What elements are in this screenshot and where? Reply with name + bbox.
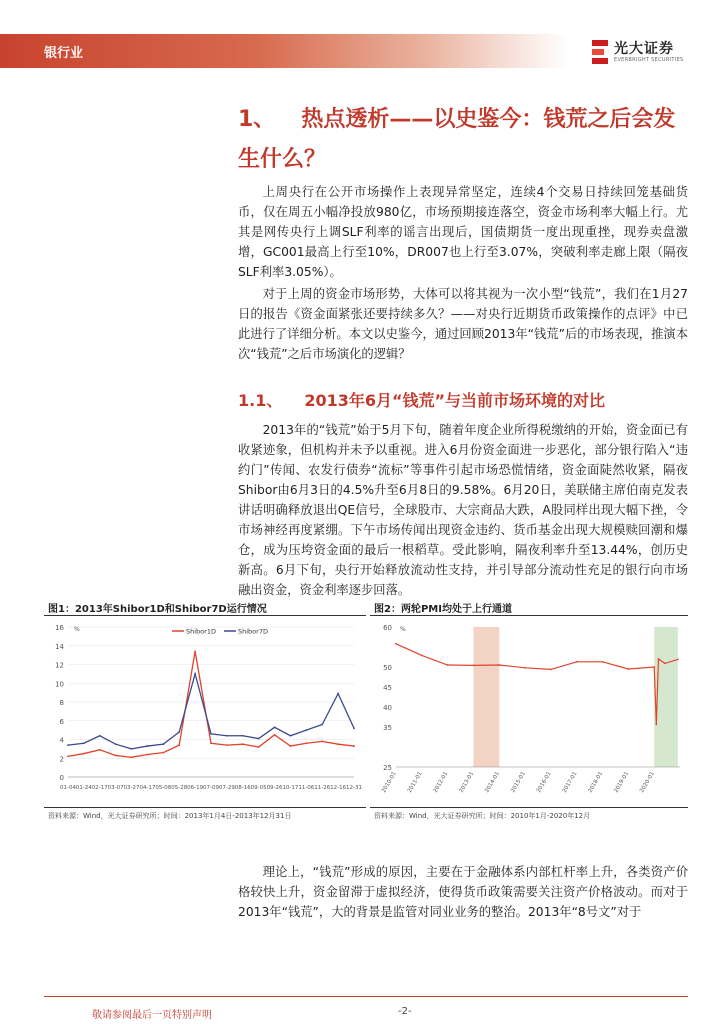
x-tick-label: 04-17 [139, 785, 156, 791]
y-tick-label: 60 [383, 624, 392, 632]
figure1-rule [44, 615, 366, 616]
x-tick-label: 2010-01 [381, 771, 398, 794]
page-number: -2- [398, 1006, 412, 1017]
data-point [473, 665, 475, 667]
data-point [67, 755, 69, 757]
x-tick-label: 2011-01 [406, 771, 424, 794]
data-point [305, 742, 307, 744]
footer-disclaimer[interactable]: 敬请参阅最后一页特别声明 [92, 1010, 212, 1021]
data-point [653, 666, 655, 668]
x-tick-label: 2020-01 [639, 771, 656, 794]
data-point [290, 735, 292, 737]
x-tick-label: 2015-01 [510, 771, 527, 794]
header-bar [0, 34, 568, 68]
y-tick-label: 25 [383, 764, 392, 772]
x-tick-label: 2019-01 [613, 771, 631, 794]
figure2-rule [370, 615, 688, 616]
data-point [655, 723, 657, 725]
figure2-rule-bottom [370, 807, 688, 808]
x-tick-label: 01-24 [75, 785, 92, 791]
y-tick-label: 40 [383, 704, 392, 712]
data-point [83, 742, 85, 744]
data-point [353, 745, 355, 747]
figure2-source: 资料来源：Wind，光大证券研究所；时间：2010年1月-2020年12月 [374, 812, 591, 820]
data-point [337, 743, 339, 745]
data-point [194, 673, 196, 675]
y-tick-label: 35 [383, 724, 392, 732]
x-tick-label: 09-26 [266, 785, 283, 791]
industry-label: 银行业 [44, 46, 84, 61]
y-tick-label: 10 [55, 680, 64, 689]
figure1-chart [44, 617, 366, 805]
section-title: 2013年6月“钱荒”与当前市场环境的对比 [304, 391, 606, 410]
legend-label: Shibor7D [238, 627, 268, 636]
y-tick-label: 0 [59, 774, 64, 782]
section-heading-1-1 [238, 388, 688, 411]
data-point [194, 650, 196, 652]
data-point [115, 743, 117, 745]
y-tick-label: 2 [59, 755, 64, 764]
data-point [147, 754, 149, 756]
x-tick-label: 05-28 [171, 785, 188, 791]
brand-logo [592, 38, 688, 70]
data-point [226, 744, 228, 746]
data-point [99, 735, 101, 737]
data-point [162, 743, 164, 745]
figure2-title: 图2：两轮PMI均处于上行通道 [374, 604, 512, 615]
data-point [447, 664, 449, 666]
y-tick-label: 14 [55, 642, 64, 651]
data-point [178, 731, 180, 733]
figure1-source: 资料来源：Wind，光大证券研究所；时间：2013年1月4日-2013年12月31日 [48, 812, 292, 820]
x-tick-label: 07-09 [203, 785, 219, 791]
data-point [664, 663, 666, 665]
section-number: 1.1、 [238, 391, 283, 410]
x-tick-label: 03-27 [123, 785, 140, 791]
x-tick-label: 2012-01 [432, 771, 450, 794]
y-tick-label: 8 [59, 699, 64, 707]
data-point [290, 745, 292, 747]
y-tick-label: 12 [55, 661, 64, 670]
highlight-band-2013 [473, 627, 499, 767]
x-tick-label: 08-16 [234, 785, 251, 791]
x-tick-label: 2017-01 [561, 771, 579, 794]
x-tick-label: 2016-01 [535, 771, 553, 794]
section-title: 热点透析——以史鉴今：钱荒之后会发生什么？ [238, 107, 676, 172]
y-unit-label: % [74, 626, 80, 633]
data-point [147, 745, 149, 747]
data-point [210, 742, 212, 744]
data-point [67, 744, 69, 746]
brand-name-cn: 光大证券 [614, 41, 674, 57]
data-point [627, 668, 629, 670]
x-tick-label: 01-04 [60, 785, 76, 791]
data-point [274, 726, 276, 728]
x-tick-label: 05-08 [155, 785, 172, 791]
data-point [353, 727, 355, 729]
data-point [242, 735, 244, 737]
data-point [83, 753, 85, 755]
data-point [178, 744, 180, 746]
data-point [242, 743, 244, 745]
data-point [115, 755, 117, 757]
y-tick-label: 50 [383, 664, 392, 672]
figure1-rule-bottom [44, 807, 366, 808]
x-tick-label: 03-07 [107, 785, 124, 791]
figure1-title: 图1：2013年Shibor1D和Shibor7D运行情况 [48, 604, 267, 615]
data-point [258, 746, 260, 748]
x-tick-label: 12-31 [346, 785, 362, 791]
x-tick-label: 10-17 [282, 785, 299, 791]
data-point [524, 667, 526, 669]
data-point [321, 740, 323, 742]
logo-icon [592, 40, 608, 64]
data-point [677, 659, 679, 661]
data-point [131, 756, 133, 758]
data-point [274, 734, 276, 736]
y-tick-label: 4 [59, 736, 64, 745]
y-tick-label: 45 [383, 684, 392, 692]
section-number: 1、 [238, 107, 276, 132]
y-tick-label: 6 [59, 717, 64, 726]
data-point [226, 735, 228, 737]
series-line-pmi [396, 644, 678, 724]
paragraph: 理论上，“钱荒”形成的原因，主要在于金融体系内部杠杆率上升，各类资产价格较快上升，资金留滞于虚拟经济，使得货币政策需要关注资产价格波动。而对于2013年“钱荒”，大的背景是监管对同业业务的整治。2013年“8号文”对于 [238, 865, 688, 919]
y-unit-label: % [400, 626, 406, 633]
footer-rule [44, 996, 688, 997]
data-point [602, 661, 604, 663]
x-tick-label: 02-17 [91, 785, 108, 791]
data-point [210, 733, 212, 735]
paragraph: 对于上周的资金市场形势，大体可以将其视为一次小型“钱荒”，我们在1月27日的报告《资金面紧张还要持续多久？——对央行近期货币政策操作的点评》中已此进行了详细分析。本文以史鉴今，通过回顾2013年“钱荒”后的市场表现，推演本次“钱荒”之后市场演化的逻辑？ [238, 287, 688, 361]
brand-name-en: EVERBRIGHT SECURITIES [614, 57, 684, 63]
x-tick-label: 11-06 [298, 785, 315, 791]
legend-label: Shibor1D [186, 627, 216, 636]
data-point [658, 658, 660, 660]
figure2-chart [370, 617, 688, 805]
data-point [321, 724, 323, 726]
data-point [258, 738, 260, 740]
x-tick-label: 07-29 [218, 785, 235, 791]
data-point [337, 693, 339, 695]
data-point [395, 643, 397, 645]
data-point [550, 669, 552, 671]
paragraph: 上周央行在公开市场操作上表现异常坚定，连续4个交易日持续回笼基础货币，仅在周五小幅净投放980亿，市场预期接连落空，资金市场利率大幅上行。尤其是网传央行上调SLF利率的谣言出现后，国债期货一度出现重挫，现券卖盘激增，GC001最高上行至10%，DR007也上行至3.07%，突破利率走廊上限（隔夜SLF利率3.05%）。 [238, 185, 688, 279]
paragraph: 2013年的“钱荒”始于5月下旬，随着年度企业所得税缴纳的开始，资金面已有收紧迹象，但机构并未予以重视。进入6月份资金面进一步恶化，部分银行陷入“违约门”传闻、农发行债券“流标”等事件引起市场恐慌情绪，资金面陡然收紧，隔夜Shibor由6月3日的4.5%升至6月8日的9.58%。6月20日，美联储主席伯南克发表讲话明确释放退出QE信号，全球股市、大宗商品大跌，A股同样出现大幅下挫，令市场神经再度紧绷。下午市场传闻出现资金违约、货币基金出现大规模赎回潮和爆仓，成为压垮资金面的最后一根稻草。受此影响，隔夜利率升至13.44%，创历史新高。6月下旬，央行开始释放流动性支持，并引导部分流动性充足的银行向市场融出资金，资金利率逐步回落。 [238, 423, 688, 597]
data-point [131, 748, 133, 750]
x-tick-label: 11-26 [314, 785, 331, 791]
x-tick-label: 2018-01 [587, 771, 605, 794]
x-tick-label: 06-19 [187, 785, 204, 791]
data-point [162, 752, 164, 754]
data-point [576, 661, 578, 663]
data-point [99, 749, 101, 751]
series-line-shibor7d [68, 674, 354, 749]
data-point [498, 664, 500, 666]
x-tick-label: 09-05 [250, 785, 267, 791]
y-tick-label: 16 [55, 624, 64, 632]
x-tick-label: 12-16 [330, 785, 347, 791]
data-point [305, 729, 307, 731]
x-tick-label: 2013-01 [458, 771, 476, 794]
x-tick-label: 2014-01 [484, 771, 502, 794]
data-point [421, 655, 423, 657]
section-heading-1 [238, 100, 688, 180]
